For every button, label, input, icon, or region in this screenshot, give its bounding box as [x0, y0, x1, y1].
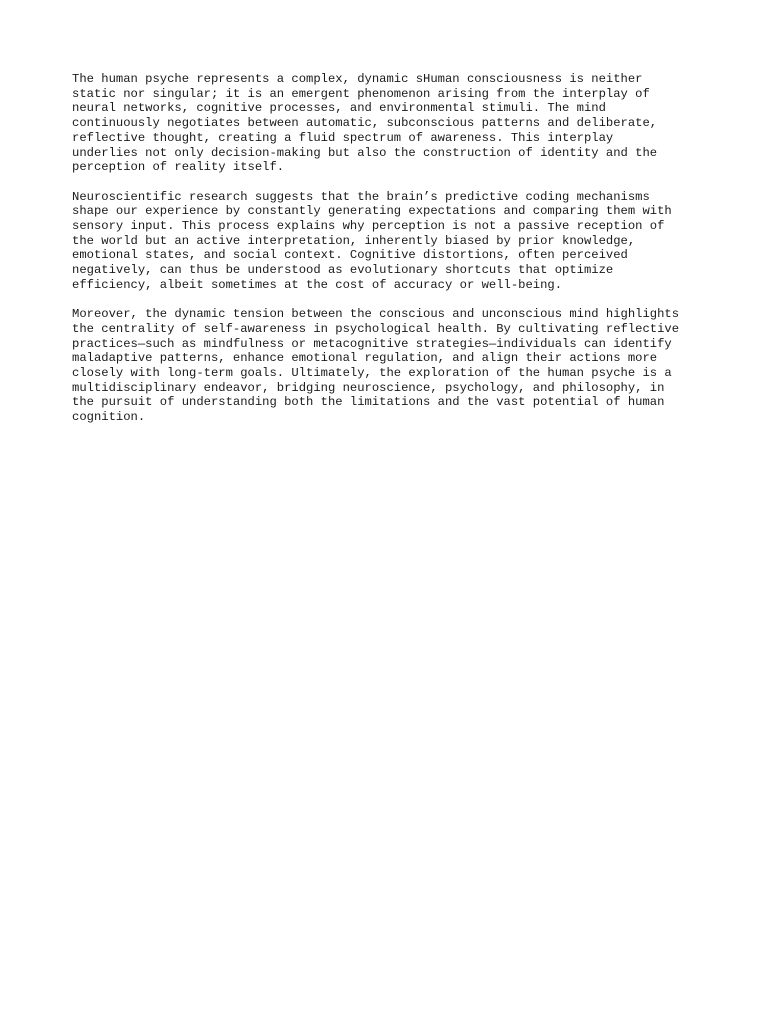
paragraph-self-awareness: Moreover, the dynamic tension between the conscious and unconscious mind highlights the centrality of self-awareness in psychological health. By cultivating reflective practices—such as mindfulness or metacognitive strategies—individuals can identify maladaptive patterns, enhance emotional regulation, and align their actions more closely with long-term goals. Ultimately, the exploration of the human psyche is a multidisciplinary endeavor, bridging neuroscience, psychology, and philosophy, in the pursuit of understanding both the limitations and the vast potential of human cognition.: [72, 307, 680, 425]
document-body: [72, 72, 702, 440]
paragraph-consciousness: The human psyche represents a complex, dynamic sHuman consciousness is neither static nor singular; it is an emergent phenomenon arising from the interplay of neural networks, cognitive processes, and environmental stimuli. The mind continuously negotiates between automatic, subconscious patterns and deliberate, reflective thought, creating a fluid spectrum of awareness. This interplay underlies not only decision-making but also the construction of identity and the perception of reality itself.: [72, 72, 658, 175]
paragraph-predictive-coding: Neuroscientific research suggests that the brain’s predictive coding mechanisms shape our experience by constantly generating expectations and comparing them with sensory input. This process explains why perception is not a passive reception of the world but an active interpretation, inherently biased by prior knowledge, emotional states, and social context. Cognitive distortions, often perceived negatively, can thus be understood as evolutionary shortcuts that optimize efficiency, albeit sometimes at the cost of accuracy or well-being.: [72, 189, 672, 292]
